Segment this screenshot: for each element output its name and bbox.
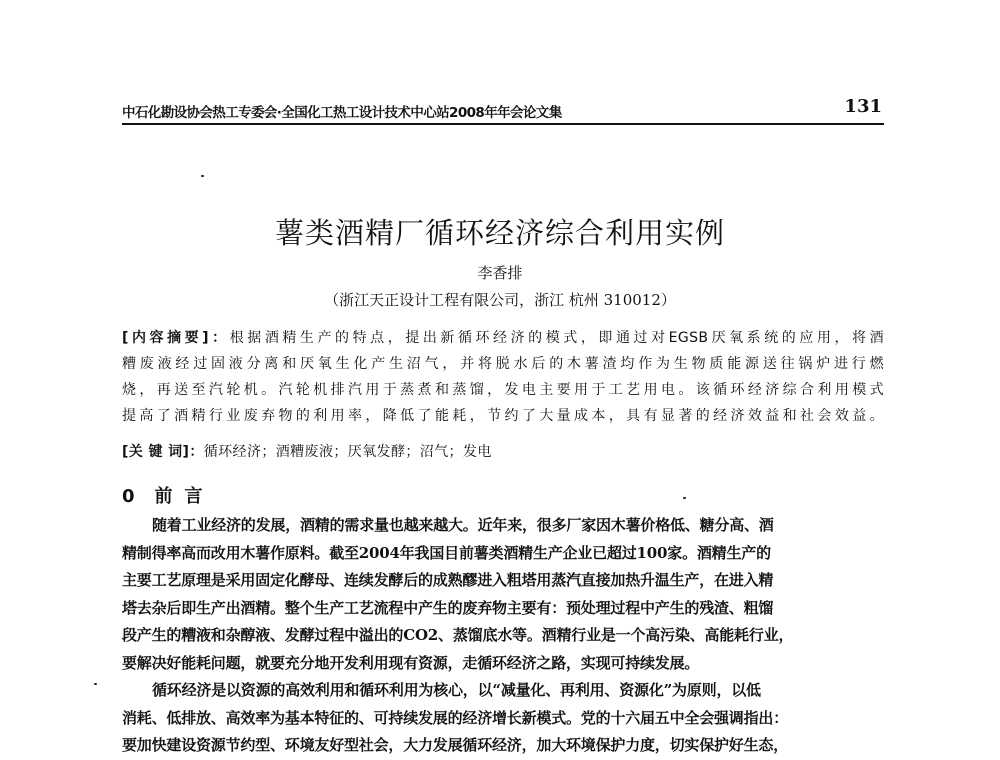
keywords-label: [关 键 词]：: [122, 444, 204, 460]
body-text: [122, 512, 884, 760]
section-name: 前言: [154, 486, 215, 507]
scan-speck: [94, 683, 97, 685]
running-header-title: 中石化勘设协会热工专委会·全国化工热工设计技术中心站2008年年会论文集: [122, 105, 562, 121]
running-header: [122, 97, 884, 125]
abstract-line: 烧，再送至汽轮机。汽轮机排汽用于蒸煮和蒸馏，发电主要用于工艺用电。该循环经济综合利用模式: [122, 382, 884, 398]
abstract-line: [122, 325, 884, 351]
paper-affiliation: （浙江天正设计工程有限公司，浙江 杭州 310012）: [324, 291, 676, 309]
section-number: 0: [122, 486, 135, 507]
paper-title: 薯类酒精厂循环经济综合利用实例: [274, 216, 725, 250]
abstract-line: 糟废液经过固液分离和厌氧生化产生沼气，并将脱水后的木薯渣均作为生物质能源送往锅炉进行燃: [122, 356, 884, 372]
body-line: 要解决好能耗问题，就要充分地开发利用现有资源，走循环经济之路，实现可持续发展。: [122, 653, 700, 672]
scan-speck: [201, 175, 204, 177]
paper-author: 李香排: [477, 264, 523, 282]
scan-speck: [683, 497, 686, 499]
page-number: 131: [844, 96, 882, 117]
body-line: 随着工业经济的发展，酒精的需求量也越来越大。近年来，很多厂家因木薯价格低、糖分高、酒: [152, 516, 774, 534]
body-line: 消耗、低排放、高效率为基本特征的、可持续发展的经济增长新模式。党的十六届五中全会强调指出：: [122, 708, 789, 727]
abstract-text: 根据酒精生产的特点，提出新循环经济的模式，即通过对EGSB厌氧系统的应用，将酒: [229, 330, 884, 346]
body-line: 塔去杂后即生产出酒精。整个生产工艺流程中产生的废弃物主要有：预处理过程中产生的残渣、粗馏: [122, 598, 774, 617]
body-line: 段产生的糟液和杂醇液、发酵过程中溢出的CO2、蒸馏底水等。酒精行业是一个高污染、高能耗行业，: [122, 626, 794, 644]
keywords: [122, 441, 492, 461]
body-line: 精制得率高而改用木薯作原料。截至2004年我国目前薯类酒精生产企业已超过100家。酒精生产的: [122, 543, 771, 562]
body-line: 主要工艺原理是采用固定化酵母、连续发酵后的成熟醪进入粗塔用蒸汽直接加热升温生产，在进入精: [122, 571, 774, 589]
body-line: 要加快建设资源节约型、环境友好型社会，大力发展循环经济，加大环境保护力度，切实保护好生态，: [122, 736, 789, 754]
abstract-label: [内容摘要]：: [122, 330, 230, 346]
keywords-text: 循环经济；酒糟废液；厌氧发酵；沼气；发电: [203, 444, 492, 460]
abstract-line: 提高了酒精行业废弃物的利用率，降低了能耗，节约了大量成本，具有显著的经济效益和社会效益。: [122, 408, 884, 424]
section-heading: [122, 482, 215, 508]
abstract: [122, 325, 884, 429]
body-line: 循环经济是以资源的高效利用和循环利用为核心，以“减量化、再利用、资源化”为原则，以低: [152, 681, 761, 699]
